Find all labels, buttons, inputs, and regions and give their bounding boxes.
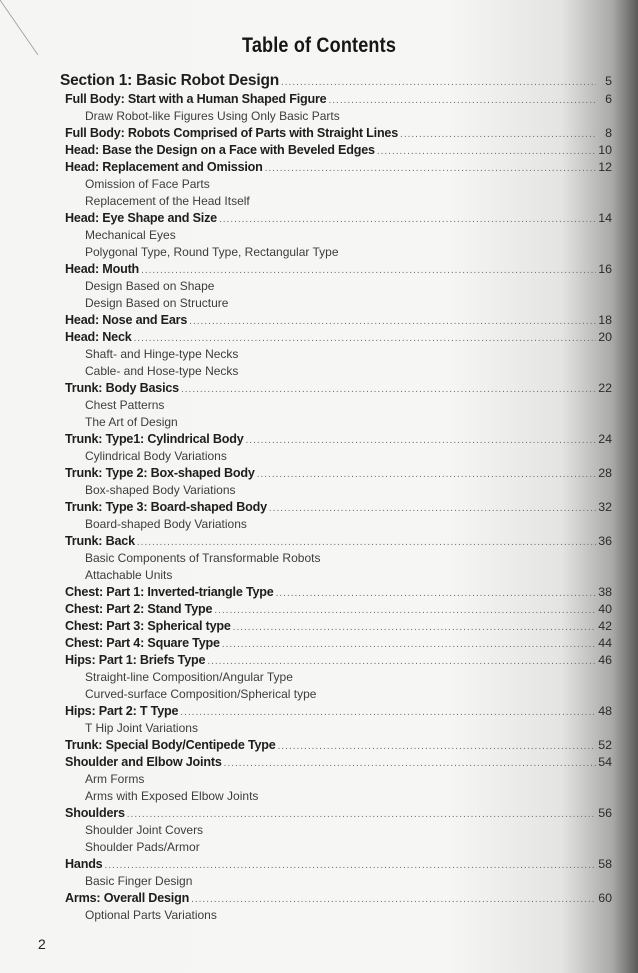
toc-entry <box>60 432 612 449</box>
toc-page-number: 44 <box>598 636 612 650</box>
toc-subentry <box>60 398 612 415</box>
toc-entry-label: Head: Neck <box>65 330 132 344</box>
toc-page-number: 38 <box>598 585 612 599</box>
toc-entry <box>60 704 612 721</box>
toc-page-number: 5 <box>605 74 612 88</box>
toc-entry-label: Basic Components of Transformable Robots <box>85 551 321 565</box>
page-number: 2 <box>38 936 46 952</box>
toc-entry-label: Head: Eye Shape and Size <box>65 211 217 225</box>
dot-leader <box>400 129 596 140</box>
dot-leader <box>377 146 596 157</box>
dot-leader <box>281 77 596 88</box>
toc-page-number: 32 <box>598 500 612 514</box>
toc-entry-label: Trunk: Type 3: Board-shaped Body <box>65 500 267 514</box>
dot-leader <box>233 622 596 633</box>
toc-subentry <box>60 364 612 381</box>
toc-page-number: 18 <box>598 313 612 327</box>
toc-entry-label: Replacement of the Head Itself <box>85 194 250 208</box>
toc-entry-label: Shoulders <box>65 806 125 820</box>
toc-page-number: 40 <box>598 602 612 616</box>
toc-subentry <box>60 772 612 789</box>
toc-page-number: 20 <box>598 330 612 344</box>
toc-entry-label: Trunk: Body Basics <box>65 381 179 395</box>
toc-page-number: 52 <box>598 738 612 752</box>
toc-entry-label: Shoulder Pads/Armor <box>85 840 200 854</box>
toc-entry-label: Box-shaped Body Variations <box>85 483 236 497</box>
toc-entry <box>60 534 612 551</box>
toc-subentry <box>60 109 612 126</box>
toc-subentry <box>60 296 612 313</box>
dot-leader <box>207 656 596 667</box>
toc-page-number: 10 <box>598 143 612 157</box>
toc-section-heading <box>60 72 612 92</box>
toc-entry <box>60 806 612 823</box>
toc-entry-label: T Hip Joint Variations <box>85 721 198 735</box>
toc-entry-label: Arm Forms <box>85 772 145 786</box>
toc-entry-label: Board-shaped Body Variations <box>85 517 247 531</box>
toc-entry-label: Shoulder Joint Covers <box>85 823 204 837</box>
dot-leader <box>214 605 596 616</box>
toc-entry <box>60 585 612 602</box>
toc-entry <box>60 313 612 330</box>
toc-subentry <box>60 874 612 891</box>
toc-page-number: 36 <box>598 534 612 548</box>
dot-leader <box>278 741 596 752</box>
toc-entry-label: Mechanical Eyes <box>85 228 176 242</box>
toc-entry-label: Hips: Part 2: T Type <box>65 704 179 718</box>
dot-leader <box>269 503 596 514</box>
toc-page-number: 16 <box>598 262 612 276</box>
dot-leader <box>189 316 596 327</box>
toc-entry-label: Attachable Units <box>85 568 173 582</box>
toc-page-number: 46 <box>598 653 612 667</box>
dot-leader <box>127 809 596 820</box>
toc-entry-label: Full Body: Start with a Human Shaped Figure <box>65 92 327 106</box>
toc-entry-label: Cable- and Hose-type Necks <box>85 364 239 378</box>
dot-leader <box>276 588 596 599</box>
toc-entry <box>60 211 612 228</box>
toc-page-number: 56 <box>598 806 612 820</box>
table-of-contents <box>60 72 612 925</box>
toc-page-number: 6 <box>605 92 612 106</box>
toc-entry-label: Hips: Part 1: Briefs Type <box>65 653 206 667</box>
toc-page-number: 60 <box>598 891 612 905</box>
toc-subentry <box>60 194 612 211</box>
toc-page-number: 8 <box>605 126 612 140</box>
toc-entry <box>60 160 612 177</box>
toc-entry <box>60 381 612 398</box>
toc-entry <box>60 636 612 653</box>
toc-subentry <box>60 721 612 738</box>
dot-leader <box>328 95 596 106</box>
dot-leader <box>246 435 596 446</box>
toc-entry-label: Shaft- and Hinge-type Necks <box>85 347 239 361</box>
toc-entry-label: Draw Robot-like Figures Using Only Basic Parts <box>85 109 340 123</box>
dot-leader <box>222 639 596 650</box>
page-title: Table of Contents <box>241 34 397 57</box>
dot-leader <box>265 163 596 174</box>
toc-entry <box>60 602 612 619</box>
toc-entry-label: Head: Nose and Ears <box>65 313 188 327</box>
toc-entry <box>60 92 612 109</box>
toc-subentry <box>60 245 612 262</box>
toc-entry-label: Straight-line Composition/Angular Type <box>85 670 293 684</box>
toc-entry-label: Trunk: Type1: Cylindrical Body <box>65 432 244 446</box>
toc-entry <box>60 466 612 483</box>
toc-entry-label: Optional Parts Variations <box>85 908 217 922</box>
toc-entry <box>60 500 612 517</box>
toc-subentry <box>60 449 612 466</box>
toc-entry-label: Polygonal Type, Round Type, Rectangular Type <box>85 245 339 259</box>
toc-subentry <box>60 415 612 432</box>
toc-entry <box>60 330 612 347</box>
toc-entry <box>60 755 612 772</box>
toc-subentry <box>60 551 612 568</box>
toc-entry-label: Design Based on Shape <box>85 279 215 293</box>
toc-subentry <box>60 789 612 806</box>
dot-leader <box>181 384 596 395</box>
toc-entry <box>60 653 612 670</box>
toc-entry-label: Chest: Part 2: Stand Type <box>65 602 213 616</box>
dot-leader <box>224 758 596 769</box>
dot-leader <box>134 333 596 344</box>
toc-entry-label: The Art of Design <box>85 415 178 429</box>
toc-entry-label: Head: Replacement and Omission <box>65 160 263 174</box>
toc-subentry <box>60 347 612 364</box>
toc-entry-label: Curved-surface Composition/Spherical type <box>85 687 317 701</box>
dot-leader <box>180 707 596 718</box>
toc-page-number: 24 <box>598 432 612 446</box>
toc-entry <box>60 891 612 908</box>
dot-leader <box>137 537 596 548</box>
dot-leader <box>105 860 597 871</box>
dot-leader <box>257 469 596 480</box>
toc-subentry <box>60 840 612 857</box>
toc-entry-label: Trunk: Type 2: Box-shaped Body <box>65 466 255 480</box>
toc-page-number: 28 <box>598 466 612 480</box>
toc-subentry <box>60 483 612 500</box>
toc-entry-label: Trunk: Back <box>65 534 135 548</box>
toc-entry <box>60 857 612 874</box>
toc-entry-label: Design Based on Structure <box>85 296 229 310</box>
toc-entry-label: Head: Mouth <box>65 262 140 276</box>
toc-entry-label: Chest: Part 1: Inverted-triangle Type <box>65 585 274 599</box>
toc-subentry <box>60 279 612 296</box>
dot-leader <box>141 265 596 276</box>
toc-page-number: 22 <box>598 381 612 395</box>
toc-page-number: 12 <box>598 160 612 174</box>
toc-subentry <box>60 568 612 585</box>
toc-entry-label: Basic Finger Design <box>85 874 193 888</box>
dot-leader <box>191 894 596 905</box>
toc-entry-label: Arms with Exposed Elbow Joints <box>85 789 259 803</box>
toc-entry-label: Cylindrical Body Variations <box>85 449 227 463</box>
toc-entry-label: Arms: Overall Design <box>65 891 190 905</box>
toc-subentry <box>60 517 612 534</box>
toc-entry <box>60 126 612 143</box>
toc-page-number: 54 <box>598 755 612 769</box>
toc-entry-label: Trunk: Special Body/Centipede Type <box>65 738 276 752</box>
toc-entry-label: Shoulder and Elbow Joints <box>65 755 222 769</box>
toc-page-number: 42 <box>598 619 612 633</box>
toc-page-number: 58 <box>598 857 612 871</box>
toc-entry <box>60 738 612 755</box>
toc-entry <box>60 619 612 636</box>
toc-subentry <box>60 687 612 704</box>
toc-entry-label: Chest Patterns <box>85 398 165 412</box>
dot-leader <box>219 214 596 225</box>
toc-entry <box>60 262 612 279</box>
toc-entry-label: Omission of Face Parts <box>85 177 210 191</box>
toc-entry-label: Chest: Part 4: Square Type <box>65 636 220 650</box>
toc-entry <box>60 143 612 160</box>
toc-entry-label: Hands <box>65 857 103 871</box>
toc-entry-label: Full Body: Robots Comprised of Parts with Straight Lines <box>65 126 399 140</box>
toc-page-number: 48 <box>598 704 612 718</box>
toc-subentry <box>60 823 612 840</box>
toc-subentry <box>60 228 612 245</box>
toc-page-number: 14 <box>598 211 612 225</box>
toc-subentry <box>60 908 612 925</box>
toc-entry-label: Section 1: Basic Robot Design <box>60 72 279 89</box>
toc-subentry <box>60 670 612 687</box>
toc-entry-label: Head: Base the Design on a Face with Beveled Edges <box>65 143 375 157</box>
toc-entry-label: Chest: Part 3: Spherical type <box>65 619 231 633</box>
toc-subentry <box>60 177 612 194</box>
